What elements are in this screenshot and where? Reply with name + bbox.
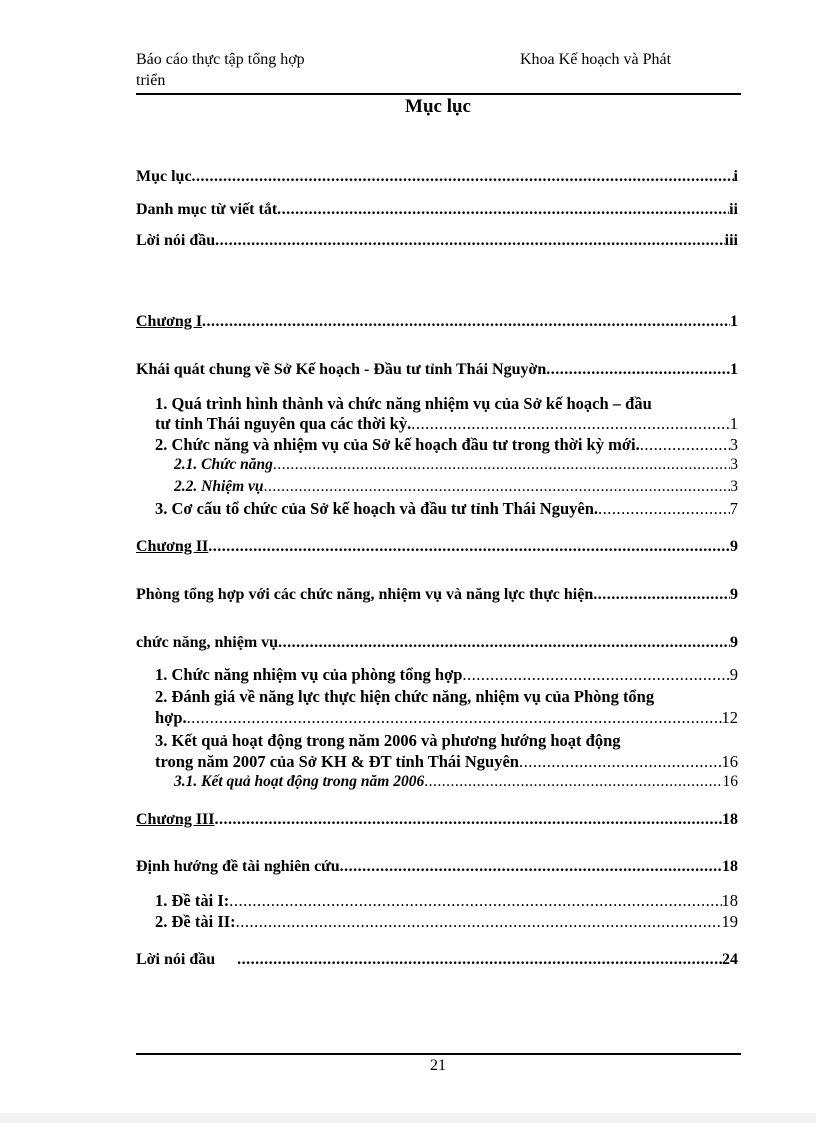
toc-entry-1-3[interactable]: 3. Cơ cấu tổ chức của Sở kế hoạch và đầu tư tỉnh Thái Nguyên. ..... 7	[155, 499, 738, 519]
header-right: Khoa Kế hoạch và Phát	[520, 51, 672, 68]
toc-entry-1-2-2[interactable]: 2.2. Nhiệm vụ ..... 3	[174, 478, 738, 496]
toc-entry-2-3[interactable]: trong năm 2007 của Sở KH & ĐT tỉnh Thái Nguyên ..... 16	[155, 752, 738, 772]
toc-entry-de-tai-2[interactable]: 2. Đề tài II: ..... 19	[155, 912, 738, 932]
toc-entry-chuc-nang[interactable]: chức năng, nhiệm vụ ..... 9	[136, 634, 738, 652]
header-left: Báo cáo thực tập tổng hợp	[136, 51, 305, 68]
header-rule	[136, 93, 741, 95]
toc-entry-chuong-1[interactable]: Chương I ..... 1	[136, 313, 738, 331]
toc-entry-loi-noi-dau[interactable]: Lời nói đầu ..... iii	[136, 232, 738, 250]
toc-entry-1-2[interactable]: 2. Chức năng và nhiệm vụ của Sở kế hoạch đầu tư trong thời kỳ mới. ..... 3	[155, 435, 738, 455]
toc-entry-muc-luc[interactable]: Mục lục ..... i	[136, 168, 738, 186]
toc-entry-chuong-2[interactable]: Chương II ..... 9	[136, 538, 738, 556]
toc-entry-2-2-line1[interactable]: 2. Đánh giá về năng lực thực hiện chức năng, nhiệm vụ của Phòng tổng	[155, 687, 655, 706]
toc-entry-2-3-line1[interactable]: 3. Kết quả hoạt động trong năm 2006 và phương hướng hoạt động	[155, 731, 621, 750]
toc-entry-2-1[interactable]: 1. Chức năng nhiệm vụ của phòng tổng hợp ..... 9	[155, 665, 738, 685]
page-number: 21	[430, 1057, 446, 1074]
header-continuation: triển	[136, 72, 166, 89]
toc-entry-2-2[interactable]: hợp. ..... 12	[155, 708, 738, 728]
toc-entry-1-1-line1[interactable]: 1. Quá trình hình thành và chức năng nhiệm vụ của Sở kế hoạch – đầu	[155, 394, 652, 413]
toc-entry-chuong-3[interactable]: Chương III ..... 18	[136, 811, 738, 829]
toc-entry-1-2-1[interactable]: 2.1. Chức năng ..... 3	[174, 456, 738, 474]
toc-entry-de-tai-1[interactable]: 1. Đề tài I: ..... 18	[155, 891, 738, 911]
toc-entry-loi-noi-dau-2[interactable]: Lời nói đầu ..... 24	[136, 951, 738, 969]
page-edge	[0, 1113, 816, 1123]
toc-entry-phong-tong-hop[interactable]: Phòng tổng hợp với các chức năng, nhiệm vụ và năng lực thực hiện ..... 9	[136, 586, 738, 604]
toc-entry-khai-quat[interactable]: Khái quát chung về Sở Kế hoạch - Đầu tư tỉnh Thái Nguyờn ..... 1	[136, 361, 738, 379]
toc-entry-1-1[interactable]: tư tỉnh Thái nguyên qua các thời kỳ. ..... 1	[155, 414, 738, 434]
toc-entry-danh-muc[interactable]: Danh mục từ viết tắt ..... ii	[136, 201, 738, 219]
toc-entry-dinh-huong[interactable]: Định hướng đề tài nghiên cứu ..... 18	[136, 858, 738, 876]
toc-entry-2-3-1[interactable]: 3.1. Kết quả hoạt động trong năm 2006 ..... 16	[174, 773, 738, 791]
footer-rule	[136, 1053, 741, 1055]
page-title: Mục lục	[405, 96, 471, 117]
